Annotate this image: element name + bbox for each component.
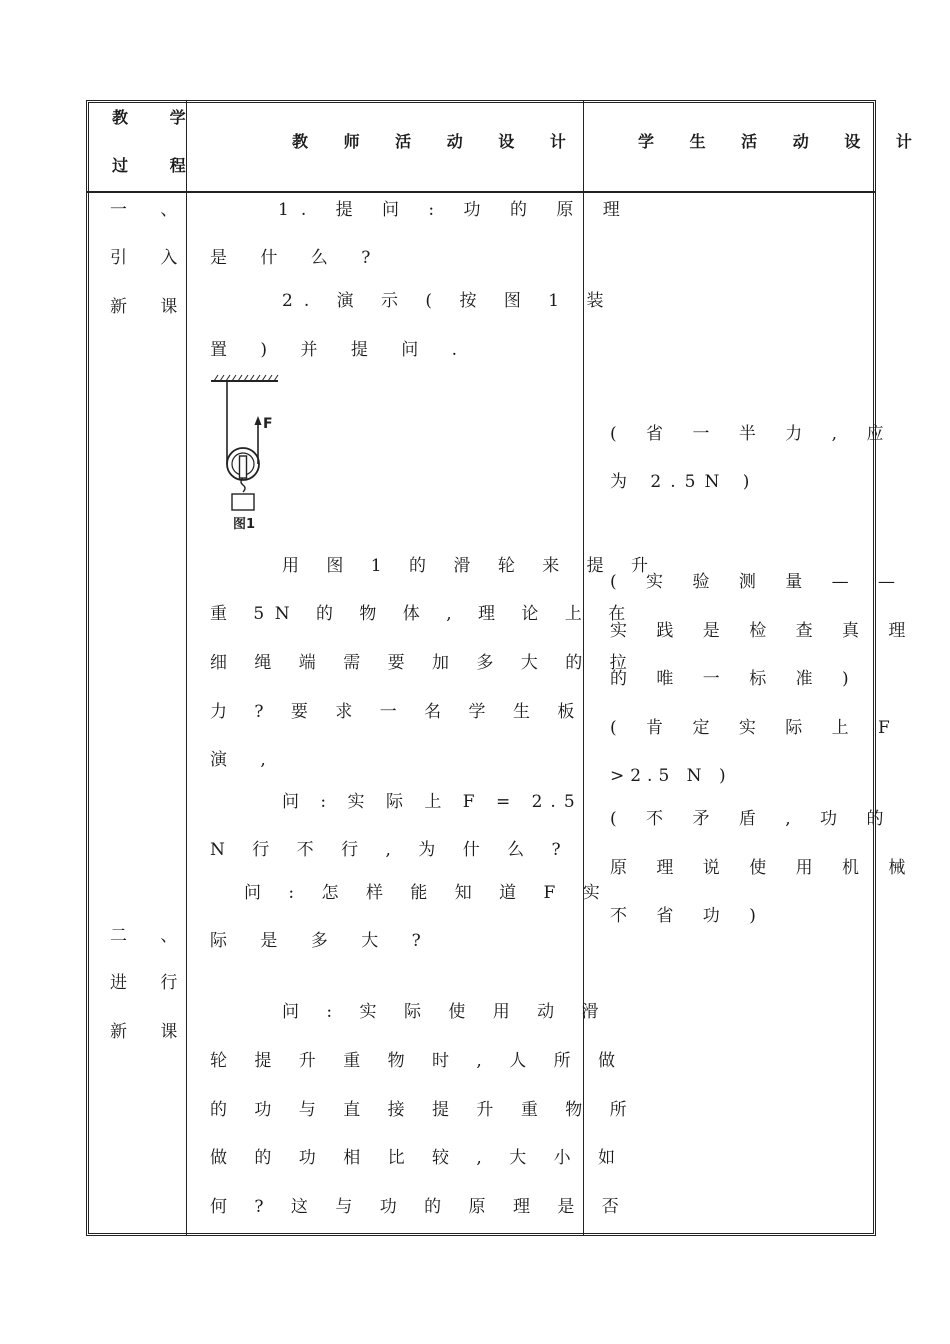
process-intro-line3: 新 课	[110, 297, 192, 317]
teacher-line: N 行 不 行 , 为 什 么 ?	[210, 840, 572, 860]
pulley-figure	[208, 374, 288, 534]
teacher-line: 用 图 1 的 滑 轮 来 提 升	[282, 556, 660, 576]
force-arrow-icon	[255, 416, 262, 425]
teacher-line: 重 5N 的 物 体 , 理 论 上 在	[210, 604, 636, 624]
process-main-line1: 二 、	[110, 926, 192, 946]
student-line: 不 省 功 )	[610, 906, 768, 926]
header-process-line2: 过 程	[112, 156, 204, 175]
teacher-line: 是 什 么 ?	[210, 248, 385, 268]
teacher-line: 问 : 实 际 上 F = 2.5	[282, 792, 583, 812]
teacher-line: 2. 演 示 ( 按 图 1 装	[282, 291, 615, 311]
student-line: >2.5 N )	[610, 766, 732, 786]
teacher-line: 轮 提 升 重 物 时 , 人 所 做	[210, 1051, 627, 1071]
figure-caption: 图1	[233, 517, 256, 532]
student-line: 实 践 是 检 查 真 理	[610, 621, 918, 641]
student-line: 原 理 说 使 用 机 械	[610, 858, 918, 878]
header-divider	[86, 191, 876, 193]
teacher-line: 置 ) 并 提 问 .	[210, 340, 472, 360]
student-line: ( 不 矛 盾 , 功 的	[610, 809, 896, 829]
teacher-line: 问 : 实 际 使 用 动 滑	[282, 1002, 610, 1022]
header-student-activity: 学 生 活 动 设 计	[638, 132, 927, 151]
process-intro-line2: 引 入	[110, 248, 192, 268]
student-line: ( 实 验 测 量 — —	[610, 572, 908, 592]
teacher-line: 何 ? 这 与 功 的 原 理 是 否	[210, 1197, 630, 1217]
header-process-line1: 教 学	[112, 108, 204, 127]
pulley-hook-bar	[240, 456, 247, 478]
teacher-line: 际 是 多 大 ?	[210, 931, 435, 951]
student-line: ( 省 一 半 力 , 应	[610, 424, 896, 444]
student-line: ( 肯 定 实 际 上 F	[610, 718, 902, 738]
teacher-line: 的 功 与 直 接 提 升 重 物 所	[210, 1100, 638, 1120]
process-main-line2: 进 行	[110, 973, 192, 993]
header-teacher-activity: 教 师 活 动 设 计	[292, 132, 581, 151]
process-intro-line1: 一 、	[110, 200, 192, 220]
process-main-line3: 新 课	[110, 1022, 192, 1042]
teacher-line: 力 ? 要 求 一 名 学 生 板	[210, 702, 586, 722]
force-label: F	[263, 416, 273, 432]
teacher-line: 演 ,	[210, 750, 280, 770]
student-line: 的 唯 一 标 准 )	[610, 669, 861, 689]
teacher-line: 细 绳 端 需 要 加 多 大 的 拉	[210, 653, 638, 673]
weight-block	[232, 494, 254, 510]
column-divider	[186, 100, 187, 1236]
teacher-line: 1. 提 问 : 功 的 原 理	[278, 200, 632, 220]
teacher-line: 问 : 怎 样 能 知 道 F 实	[244, 883, 611, 903]
student-line: 为 2.5N )	[610, 472, 759, 492]
teacher-line: 做 的 功 相 比 较 , 大 小 如	[210, 1148, 627, 1168]
